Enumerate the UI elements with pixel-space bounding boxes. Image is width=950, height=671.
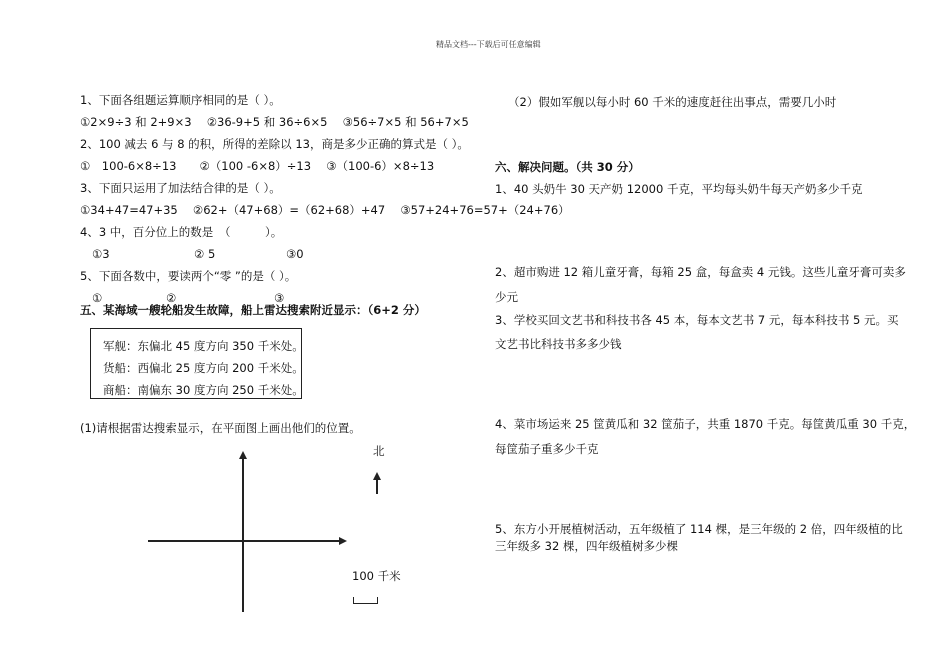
question-4-option-3: ③0 bbox=[286, 247, 304, 261]
question-5-option-3: ③ bbox=[274, 291, 285, 305]
horizontal-axis bbox=[148, 540, 340, 542]
north-label: 北 bbox=[373, 444, 385, 458]
problem-5-line-2: 三年级多 32 棵，四年级植树多少棵 bbox=[495, 539, 678, 553]
problem-1: 1、40 头奶牛 30 天产奶 12000 千克，平均每头奶牛每天产奶多少千克 bbox=[495, 182, 863, 196]
subquestion-2: （2）假如军舰以每小时 60 千米的速度赶往出事点，需要几小时 bbox=[508, 95, 837, 109]
north-arrow-shaft bbox=[376, 478, 378, 494]
horizontal-axis-arrow bbox=[339, 537, 347, 545]
radar-row-merchant: 商船：南偏东 30 度方向 250 千米处。 bbox=[103, 383, 304, 397]
question-2: 2、100 减去 6 与 8 的积，所得的差除以 13，商是多少正确的算式是（ ）。 bbox=[80, 137, 469, 151]
question-2-options: ① 100-6×8÷13 ②（100 -6×8）÷13 ③（100-6）×8÷13 bbox=[80, 159, 435, 173]
problem-3-line-1: 3、学校买回文艺书和科技书各 45 本，每本文艺书 7 元，每本科技书 5 元。买 bbox=[495, 313, 899, 327]
question-4-option-2: ② 5 bbox=[194, 247, 216, 261]
radar-row-warship: 军舰：东偏北 45 度方向 350 千米处。 bbox=[103, 339, 304, 353]
question-5-option-2: ② bbox=[166, 291, 177, 305]
question-4-option-1: ①3 bbox=[92, 247, 110, 261]
scale-label: 100 千米 bbox=[352, 569, 401, 583]
problem-3-line-2: 文艺书比科技书多多少钱 bbox=[495, 337, 622, 351]
vertical-axis-arrow bbox=[239, 451, 247, 459]
north-arrow-icon bbox=[373, 472, 381, 480]
problem-2-line-1: 2、超市购进 12 箱儿童牙膏，每箱 25 盒，每盒卖 4 元钱。这些儿童牙膏可卖多 bbox=[495, 265, 906, 279]
question-1-options: ①2×9÷3 和 2+9×3 ②36-9+5 和 36÷6×5 ③56÷7×5 和 56+7×5 bbox=[80, 115, 469, 129]
radar-info-box bbox=[90, 328, 302, 399]
page-header: 精品文档---下载后可任意编辑 bbox=[436, 40, 541, 49]
question-3-options: ①34+47=47+35 ②62+（47+68）=（62+68）+47 ③57+24+76=57+（24+76） bbox=[80, 203, 570, 217]
section-6-title: 六、解决问题。（共 30 分） bbox=[495, 160, 640, 174]
problem-5-line-1: 5、东方小开展植树活动，五年级植了 114 棵，是三年级的 2 倍，四年级植的比 bbox=[495, 522, 903, 536]
question-5-option-1: ① bbox=[92, 291, 103, 305]
question-5: 5、下面各数中，要读两个“零 ”的是（ ）。 bbox=[80, 269, 297, 283]
question-3: 3、下面只运用了加法结合律的是（ ）。 bbox=[80, 181, 281, 195]
section-5-title: 五、某海域一艘轮船发生故障，船上雷达搜索附近显示：（6+2 分） bbox=[80, 303, 426, 317]
problem-4-line-2: 每筐茄子重多少千克 bbox=[495, 442, 599, 456]
question-1: 1、下面各组题运算顺序相同的是（ ）。 bbox=[80, 93, 281, 107]
question-4: 4、3 中，百分位上的数是 （ ）。 bbox=[80, 225, 283, 239]
problem-2-line-2: 少元 bbox=[495, 290, 518, 304]
problem-4-line-1: 4、菜市场运来 25 筐黄瓜和 32 筐茄子，共重 1870 千克。每筐黄瓜重 30 千克， bbox=[495, 417, 916, 431]
subquestion-1: (1)请根据雷达搜索显示，在平面图上画出他们的位置。 bbox=[80, 421, 361, 435]
radar-row-cargo: 货船：西偏北 25 度方向 200 千米处。 bbox=[103, 361, 304, 375]
vertical-axis bbox=[242, 458, 244, 612]
